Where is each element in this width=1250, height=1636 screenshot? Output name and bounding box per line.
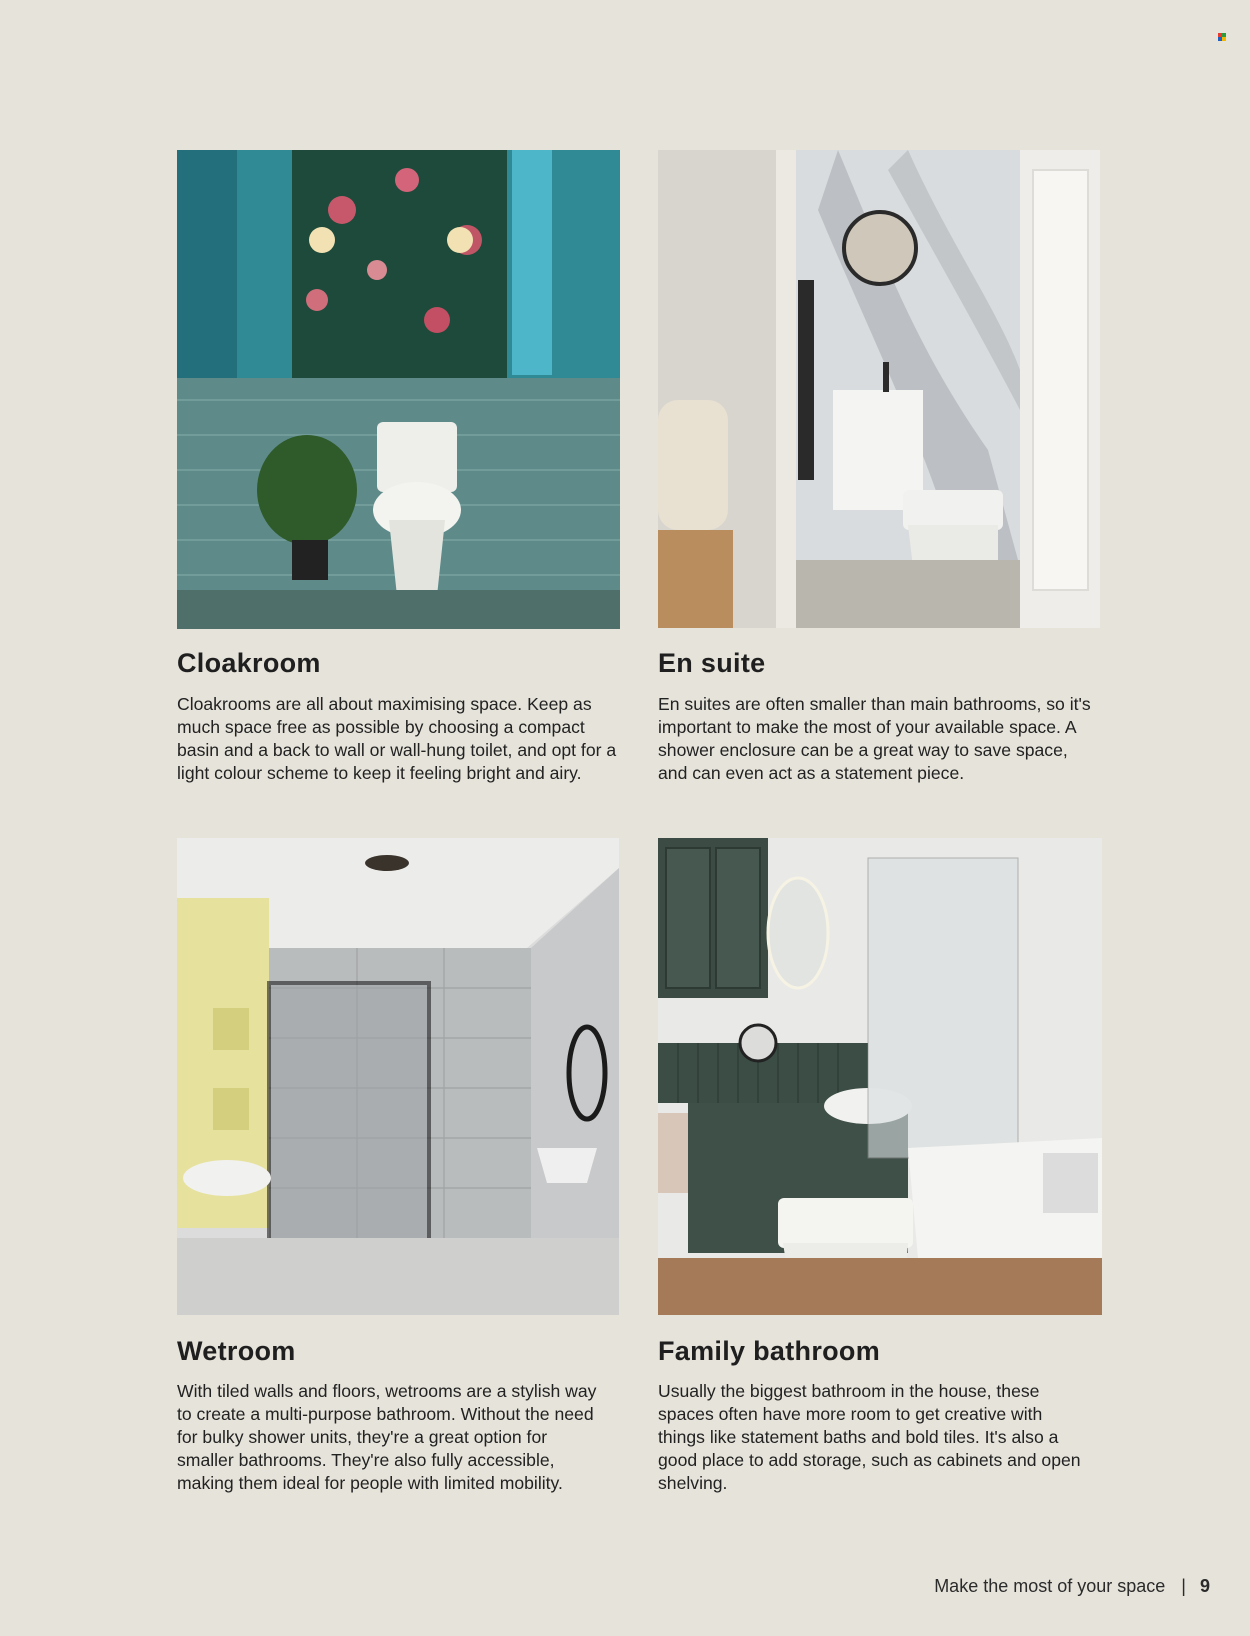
wetroom-photo xyxy=(177,838,619,1315)
cloakroom-heading: Cloakroom xyxy=(177,648,321,678)
cloakroom-photo xyxy=(177,150,620,629)
en-suite-photo xyxy=(658,150,1100,628)
page-footer xyxy=(934,1576,1210,1597)
footer-tagline: Make the most of your space xyxy=(934,1576,1166,1596)
page-number: 9 xyxy=(1199,1576,1210,1596)
wetroom-text: With tiled walls and floors, wetrooms are a stylish way to create a multi-purpose bathroom. Without the need for bulky shower units, they're a great option for smaller bathrooms. They're also fully accessible, making them ideal for people with limited mobility. xyxy=(177,1381,597,1493)
en-suite-text: En suites are often smaller than main bathrooms, so it's important to make the most of your available space. A shower enclosure can be a great way to save space, and can even act as a statement piece. xyxy=(658,694,1091,783)
wetroom-heading: Wetroom xyxy=(177,1336,296,1366)
family-bathroom-photo xyxy=(658,838,1102,1315)
en-suite-heading: En suite xyxy=(658,648,766,678)
family-bathroom-text: Usually the biggest bathroom in the house, these spaces often have more room to get creative with things like statement baths and bold tiles. It's also a good place to add storage, such as cabinets and open shelving. xyxy=(658,1381,1081,1493)
footer-separator: | xyxy=(1181,1576,1186,1596)
family-bathroom-heading: Family bathroom xyxy=(658,1336,881,1366)
cloakroom-text: Cloakrooms are all about maximising space. Keep as much space free as possible by choosing a compact basin and a back to wall or wall-hung toilet, and opt for a light colour scheme to keep it feeling bright and airy. xyxy=(177,694,617,783)
brand-mark xyxy=(1218,33,1226,41)
